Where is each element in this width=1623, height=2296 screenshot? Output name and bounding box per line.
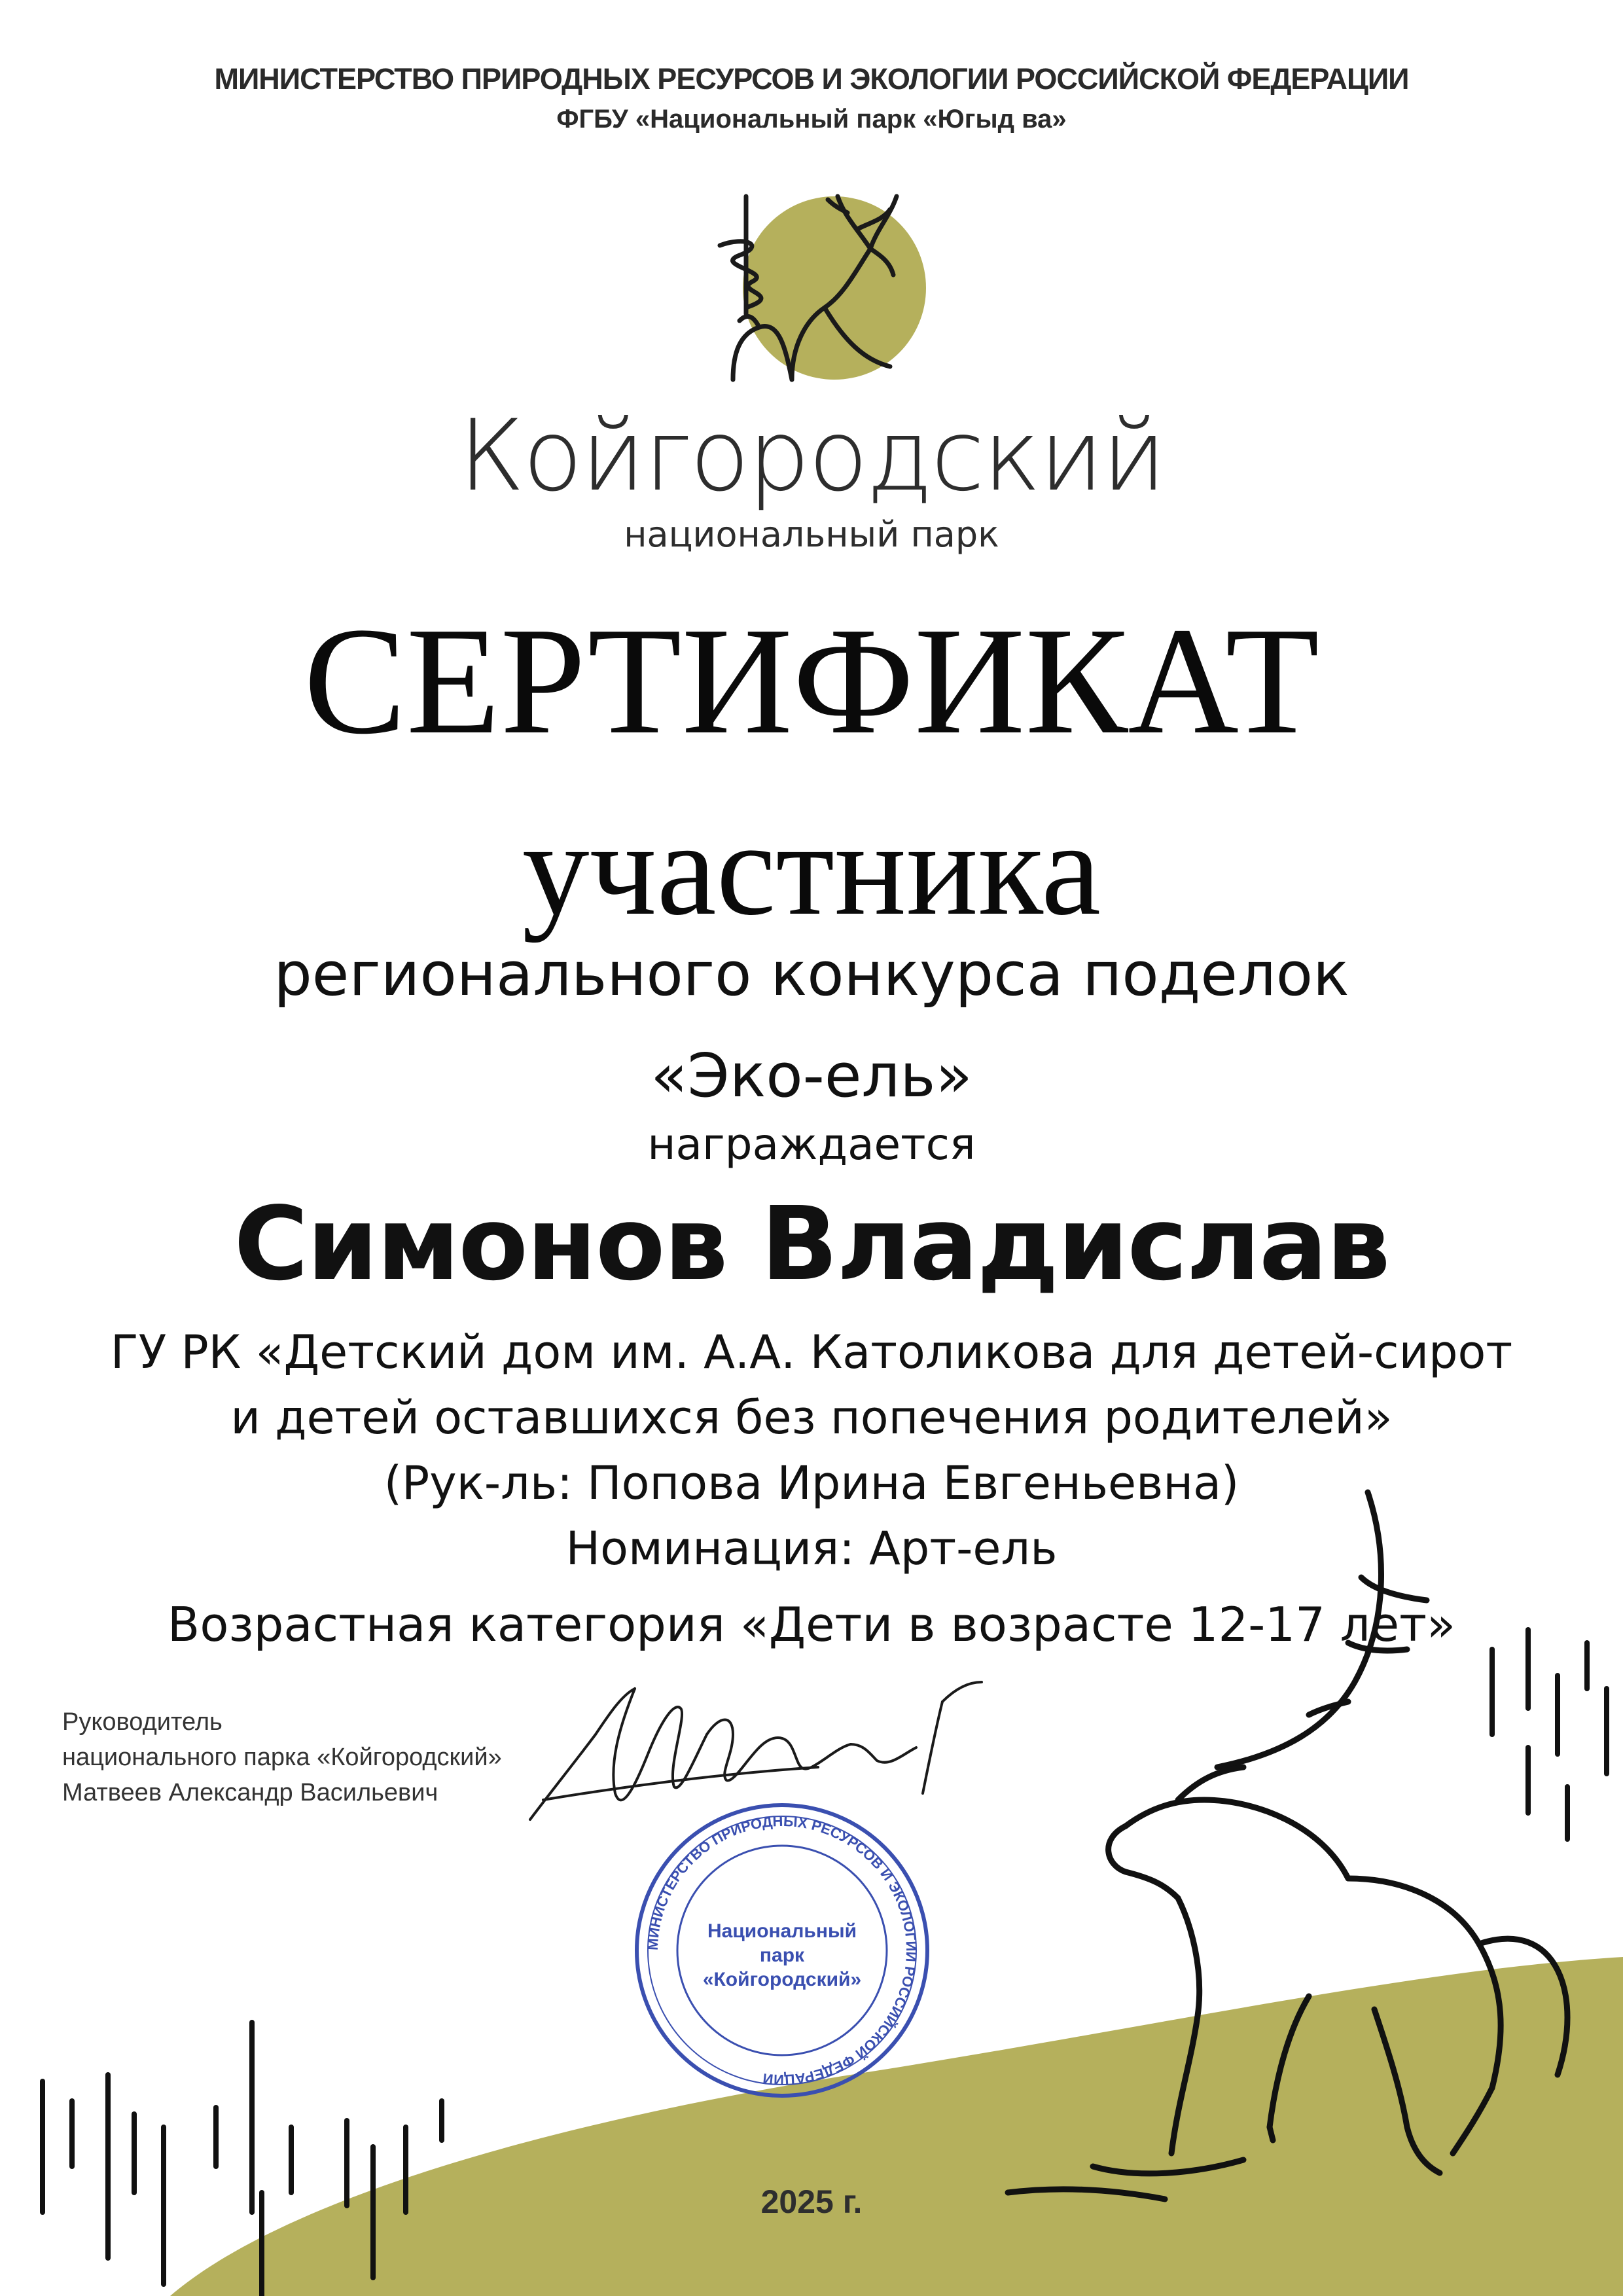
signer-organization: национального парка «Койгородский» bbox=[62, 1744, 502, 1771]
park-name: Койгородский bbox=[458, 399, 1165, 513]
official-stamp bbox=[628, 1797, 936, 2104]
deer-and-tree-logo-icon bbox=[694, 183, 929, 393]
nomination-line: Номинация: Арт-ель bbox=[565, 1522, 1058, 1575]
contest-name: «Эко-ель» bbox=[651, 1041, 972, 1111]
contest-label: регионального конкурса поделок bbox=[274, 939, 1349, 1009]
certificate-title: СЕРТИФИКАТ bbox=[304, 596, 1319, 766]
certificate-year: 2025 г. bbox=[760, 2183, 863, 2220]
signer-name: Матвеев Александр Васильевич bbox=[62, 1779, 438, 1806]
stamp-center-line-2: парк bbox=[759, 1945, 805, 1966]
decorative-forest-lines bbox=[0, 1996, 589, 2296]
stamp-ring-text: МИНИСТЕРСТВО ПРИРОДНЫХ РЕСУРСОВ И ЭКОЛОГИИ РОССИЙСКОЙ ФЕДЕРАЦИИ bbox=[644, 1812, 920, 2089]
signer-title: Руководитель bbox=[62, 1708, 223, 1736]
recipient-name: Симонов Владислав bbox=[234, 1185, 1389, 1303]
leader-line: (Рук-ль: Попова Ирина Евгеньевна) bbox=[383, 1456, 1240, 1510]
age-category-line: Возрастная категория «Дети в возрасте 12-17 лет» bbox=[167, 1597, 1456, 1652]
park-subtitle: национальный парк bbox=[624, 514, 999, 555]
certificate-subtitle: участника bbox=[522, 795, 1101, 943]
agency-header: ФГБУ «Национальный парк «Югыд ва» bbox=[556, 105, 1067, 134]
deer-line-art bbox=[982, 1473, 1623, 2296]
stamp-center-line-3: «Койгородский» bbox=[702, 1969, 862, 1990]
ministry-header: МИНИСТЕРСТВО ПРИРОДНЫХ РЕСУРСОВ И ЭКОЛОГИИ РОССИЙСКОЙ ФЕДЕРАЦИИ bbox=[214, 62, 1409, 96]
institution-line-2: и детей оставшихся без попечения родителей» bbox=[230, 1391, 1393, 1444]
institution-line-1: ГУ РК «Детский дом им. А.А. Католикова для детей-сирот bbox=[110, 1325, 1513, 1379]
awarded-label: награждается bbox=[647, 1119, 976, 1170]
stamp-center-line-1: Национальный bbox=[707, 1920, 857, 1942]
